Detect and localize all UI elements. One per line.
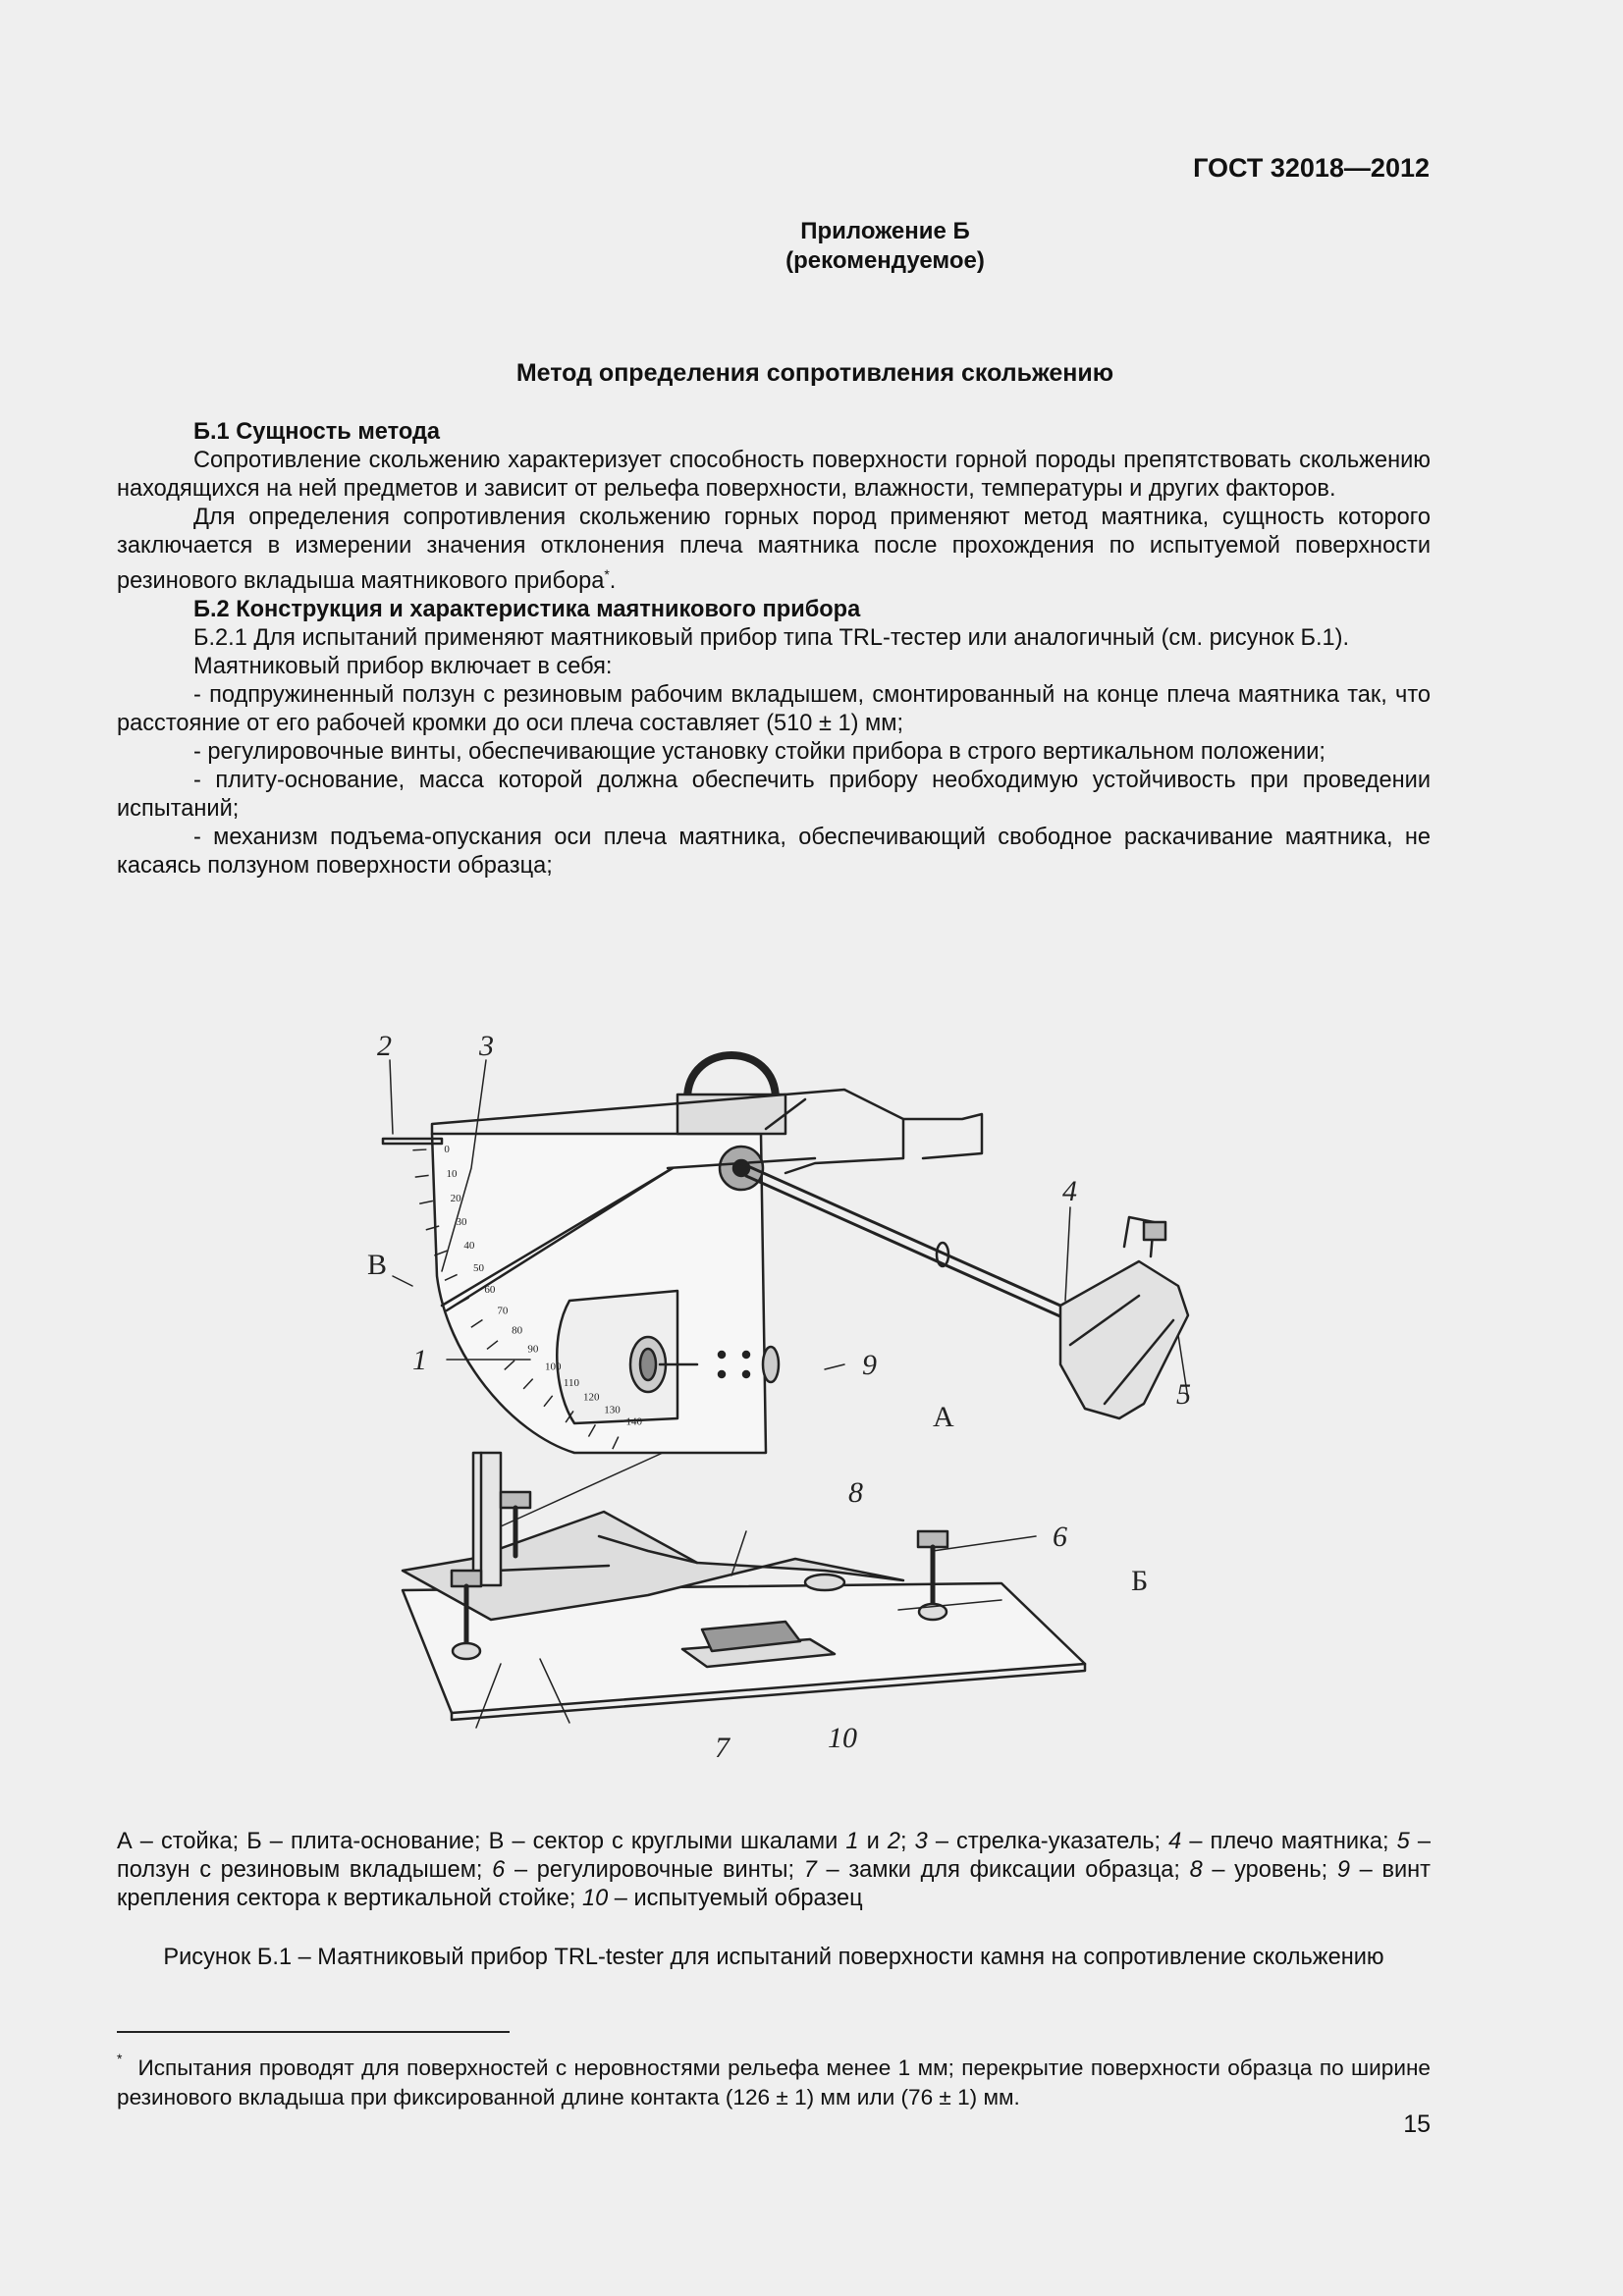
section-b2-paragraph-1: Б.2.1 Для испытаний применяют маятниковый прибор типа TRL-тестер или аналогичный (см. рисунок Б.1). xyxy=(193,624,1350,651)
legend-text: – испытуемый образец xyxy=(608,1886,863,1911)
label-3: 3 xyxy=(479,1030,494,1062)
scale-tick-label: 30 xyxy=(456,1216,467,1229)
legend-text: – стрелка-указатель; xyxy=(927,1829,1169,1854)
label-b: Б xyxy=(1131,1565,1149,1597)
legend-text: – винт крепления сектора к вертикальной стойке; xyxy=(117,1857,1431,1911)
section-b1-paragraph-1: Сопротивление скольжению характеризует способность поверхности горной породы препятствовать скольжению находящихся на ней предметов и зависит от рельефа поверхности, влажности, температуры и других факторов. xyxy=(117,448,1431,502)
legend-num: 2 xyxy=(887,1829,900,1854)
pendulum-tester-drawing xyxy=(353,1021,1198,1787)
label-2: 2 xyxy=(377,1030,392,1062)
label-4: 4 xyxy=(1062,1175,1077,1207)
column xyxy=(473,1453,501,1585)
scale-tick xyxy=(412,1149,426,1150)
body-text xyxy=(117,418,1431,881)
legend-text: – ползун с резиновым вкладышем; xyxy=(117,1829,1431,1883)
page-number: 15 xyxy=(1403,2110,1431,2138)
section-b2-heading: Б.2 Конструкция и характеристика маятникового прибора xyxy=(193,596,861,622)
legend-text: – регулировочные винты; xyxy=(505,1857,804,1883)
scale-tick xyxy=(419,1201,433,1203)
scale-tick-label: 60 xyxy=(484,1284,496,1297)
appendix-title: Приложение Б xyxy=(800,218,970,244)
legend-num: 5 xyxy=(1396,1829,1410,1854)
legend-num: 4 xyxy=(1168,1829,1182,1854)
section-b1-paragraph-2-end: . xyxy=(609,567,617,594)
footnote-divider xyxy=(117,2031,510,2033)
pendulum-tester-figure xyxy=(353,1021,1198,1787)
scale-tick-label: 20 xyxy=(450,1192,461,1204)
scale-tick-label: 100 xyxy=(544,1361,562,1373)
standard-number: ГОСТ 32018—2012 xyxy=(1193,153,1430,183)
label-10: 10 xyxy=(828,1722,857,1754)
legend-num: 6 xyxy=(492,1857,506,1883)
legend-num: 3 xyxy=(914,1829,928,1854)
label-v: В xyxy=(367,1249,388,1281)
footnote-text: Испытания проводят для поверхностей с неровностями рельефа менее 1 мм; перекрытие поверхности образца по ширине резинового вкладыша при фиксированной длине контакта (126 ± 1) мм или (76 ± 1) мм. xyxy=(117,2056,1431,2109)
scale-tick-label: 0 xyxy=(444,1144,450,1156)
scale-tick-label: 80 xyxy=(512,1324,523,1337)
legend-text: ; xyxy=(899,1829,915,1854)
level-bubble xyxy=(805,1575,844,1590)
label-1: 1 xyxy=(412,1344,427,1376)
list-item: - механизм подъема-опускания оси плеча маятника, обеспечивающий свободное раскачивание маятника, не касаясь ползуном поверхности образца; xyxy=(117,824,1431,879)
scale-tick-label: 10 xyxy=(446,1168,458,1181)
label-6: 6 xyxy=(1053,1521,1067,1553)
legend-num: 1 xyxy=(845,1829,859,1854)
figure-legend xyxy=(117,1828,1431,1913)
figure-caption: Рисунок Б.1 – Маятниковый прибор TRL-tester для испытаний поверхности камня на сопротивление скольжению xyxy=(163,1945,1384,1970)
method-title: Метод определения сопротивления скольжению xyxy=(515,359,1114,387)
list-item: - регулировочные винты, обеспечивающие установку стойки прибора в строго вертикальном положении; xyxy=(193,738,1325,765)
legend-num: 9 xyxy=(1336,1857,1350,1883)
legend-text: А – стойка; Б – плита-основание; В – сектор с круглыми шкалами xyxy=(117,1829,839,1854)
rubber-slider xyxy=(1060,1261,1188,1418)
scale-tick-label: 40 xyxy=(463,1239,475,1252)
list-item: - плиту-основание, масса которой должна обеспечить прибору необходимую устойчивость при проведении испытаний; xyxy=(117,767,1431,822)
label-a: А xyxy=(933,1401,954,1433)
scale-tick-label: 90 xyxy=(527,1343,539,1356)
footnote-reference: * xyxy=(604,566,610,582)
legend-text: и xyxy=(858,1829,888,1854)
scale-tick xyxy=(415,1175,429,1177)
legend-num: 7 xyxy=(803,1857,817,1883)
pendulum-arm xyxy=(741,1163,1062,1317)
legend-num: 8 xyxy=(1189,1857,1203,1883)
legend-num: 10 xyxy=(581,1886,609,1911)
legend-text: – замки для фиксации образца; xyxy=(816,1857,1190,1883)
section-b1-heading: Б.1 Сущность метода xyxy=(193,419,441,445)
carry-handle xyxy=(687,1055,776,1099)
label-9: 9 xyxy=(862,1349,877,1381)
scale-tick-label: 140 xyxy=(625,1415,642,1428)
scale-tick-label: 110 xyxy=(563,1376,579,1389)
scale-tick-label: 120 xyxy=(583,1391,600,1404)
section-b2-paragraph-2: Маятниковый прибор включает в себя: xyxy=(193,653,613,679)
legend-text: – плечо маятника; xyxy=(1181,1829,1397,1854)
scale-tick-label: 50 xyxy=(472,1261,484,1274)
legend-text: – уровень; xyxy=(1202,1857,1337,1883)
footnote xyxy=(117,2044,1431,2112)
footnote-mark: * xyxy=(117,2051,123,2066)
label-5: 5 xyxy=(1176,1378,1191,1411)
label-7: 7 xyxy=(715,1732,730,1764)
scale-tick-label: 70 xyxy=(497,1305,509,1317)
scale-tick-label: 130 xyxy=(604,1404,621,1416)
label-8: 8 xyxy=(848,1476,863,1509)
section-b1-paragraph-2 xyxy=(117,504,1431,596)
list-item: - подпружиненный ползун с резиновым рабочим вкладышем, смонтированный на конце плеча маятника так, что расстояние от его рабочей кромки до оси плеча составляет (510 ± 1) мм; xyxy=(117,681,1431,736)
appendix-status: (рекомендуемое) xyxy=(785,247,985,274)
section-b1-paragraph-2-text: Для определения сопротивления скольжению горных пород применяют метод маятника, сущность которого заключается в измерении значения отклонения плеча маятника после прохождения по испытуемой поверхности резинового вкладыша маятникового прибора xyxy=(117,505,1431,594)
appendix-heading xyxy=(0,217,1623,276)
